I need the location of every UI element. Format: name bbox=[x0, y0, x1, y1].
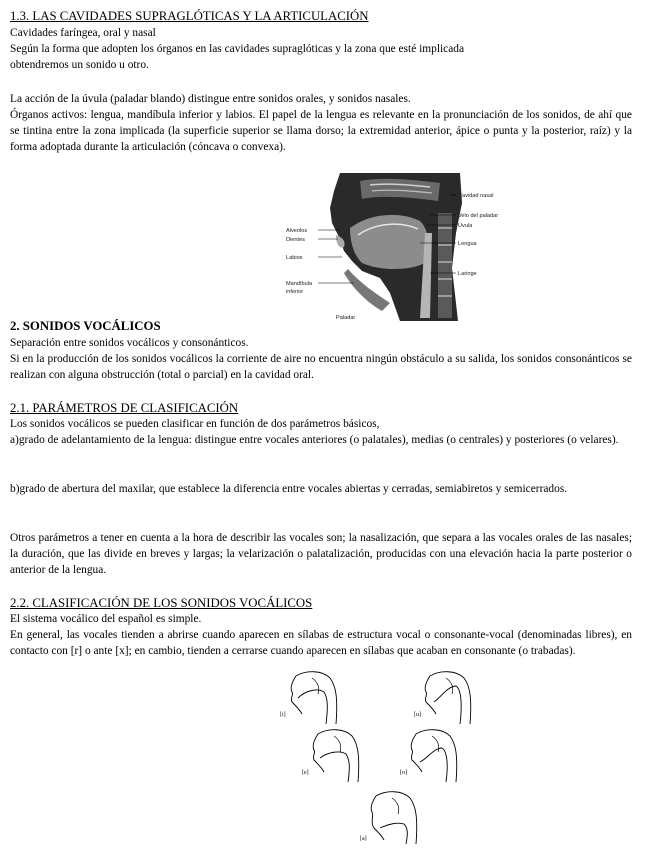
vowel-diagram-o bbox=[398, 726, 468, 784]
subheading-cavidades: Cavidades faríngea, oral y nasal bbox=[10, 27, 156, 39]
vowel-label: [o] bbox=[400, 770, 407, 776]
paragraph-parametro-b: b)grado de abertura del maxilar, que establece la diferencia entre vocales abiertas y cerradas, semiabiretos y semicerrados. bbox=[10, 483, 568, 495]
label-lengua: Lengua bbox=[458, 241, 477, 247]
paragraph-otros-parametros: Otros parámetros a tener en cuenta a la hora de describir las vocales son; la nasalización, que separa a las vocales orales de las nasales; la duración, que las divide en breves y largas; la velarización o palatalización, producidas con una elevación hacia la parte posterior o anterior de la lengua. bbox=[10, 532, 632, 576]
label-uvula: Úvula bbox=[458, 223, 473, 229]
vowel-label: [a] bbox=[360, 836, 367, 842]
label-dientes: Dientes bbox=[286, 237, 305, 243]
paragraph-line: El sistema vocálico del español es simple. bbox=[10, 613, 202, 625]
label-velo-paladar: Velo del paladar bbox=[458, 213, 499, 219]
label-mandibula: Mandíbula bbox=[286, 281, 313, 287]
vowel-label: [u] bbox=[414, 712, 421, 718]
vowel-label: [e] bbox=[302, 770, 309, 776]
vowel-label: [i] bbox=[280, 712, 286, 718]
paragraph-clasificacion: En general, las vocales tienden a abrirse cuando aparecen en sílabas de estructura vocal o consonante-vocal (denominadas libres), en contacto con [r] o ante [x]; en cambio, tienden a cerrarse cuando aparecen en sílabas que acaban en consonante (o trabadas). bbox=[10, 629, 632, 657]
label-labios: Labios bbox=[286, 255, 303, 261]
paragraph-organos-activos: Órganos activos: lengua, mandíbula inferior y labios. El papel de la lengua es relevante en la pronunciación de los sonidos, de ahí que se tintina entre la zona implicada (la superficie superior se llama dorso; la extremidad anterior, ápice o punta y la posterior, raíz) y la forma adoptada durante la articulación (cóncava o convexa). bbox=[10, 109, 632, 153]
vowel-diagram-i bbox=[278, 668, 348, 726]
paragraph-line: La acción de la úvula (paladar blando) distingue entre sonidos orales, y sonidos nasales. bbox=[10, 93, 411, 105]
label-alveolos: Alveolos bbox=[286, 228, 308, 234]
paragraph-line: Los sonidos vocálicos se pueden clasificar en función de dos parámetros básicos, bbox=[10, 418, 380, 430]
section-heading-1-3: 1.3. LAS CAVIDADES SUPRAGLÓTICAS Y LA ARTICULACIÓN bbox=[10, 9, 369, 23]
label-cavidad-nasal: Cavidad nasal bbox=[458, 193, 494, 199]
section-heading-2: 2. SONIDOS VOCÁLICOS bbox=[10, 319, 161, 333]
section-heading-2-1: 2.1. PARÁMETROS DE CLASIFICACIÓN bbox=[10, 401, 239, 415]
vowel-diagram-a bbox=[358, 788, 428, 846]
section-heading-2-2: 2.2. CLASIFICACIÓN DE LOS SONIDOS VOCÁLICOS bbox=[10, 596, 313, 610]
paragraph-line: obtendremos un sonido u otro. bbox=[10, 59, 149, 71]
label-inferior: inferior bbox=[286, 289, 304, 295]
paragraph-line: Según la forma que adopten los órganos en las cavidades supraglóticas y la zona que esté implicada bbox=[10, 43, 465, 55]
label-laringe: Laringe bbox=[458, 271, 477, 277]
label-paladar: Paladar bbox=[336, 315, 356, 321]
vocal-tract-diagram bbox=[280, 173, 520, 323]
paragraph-line: Separación entre sonidos vocálicos y consonánticos. bbox=[10, 337, 249, 349]
paragraph-parametro-a: a)grado de adelantamiento de la lengua: distingue entre vocales anteriores (o palatales), medias (o centrales) y posteriores (o velares). bbox=[10, 434, 619, 446]
vowel-diagram-u bbox=[412, 668, 482, 726]
paragraph-sonidos-vocalicos: Si en la producción de los sonidos vocálicos la corriente de aire no encuentra ningún obstáculo a su salida, los sonidos consonánticos se realizan con alguna obstrucción (total o parcial) en la cavidad oral. bbox=[10, 353, 632, 381]
vowel-diagram-e bbox=[300, 726, 370, 784]
